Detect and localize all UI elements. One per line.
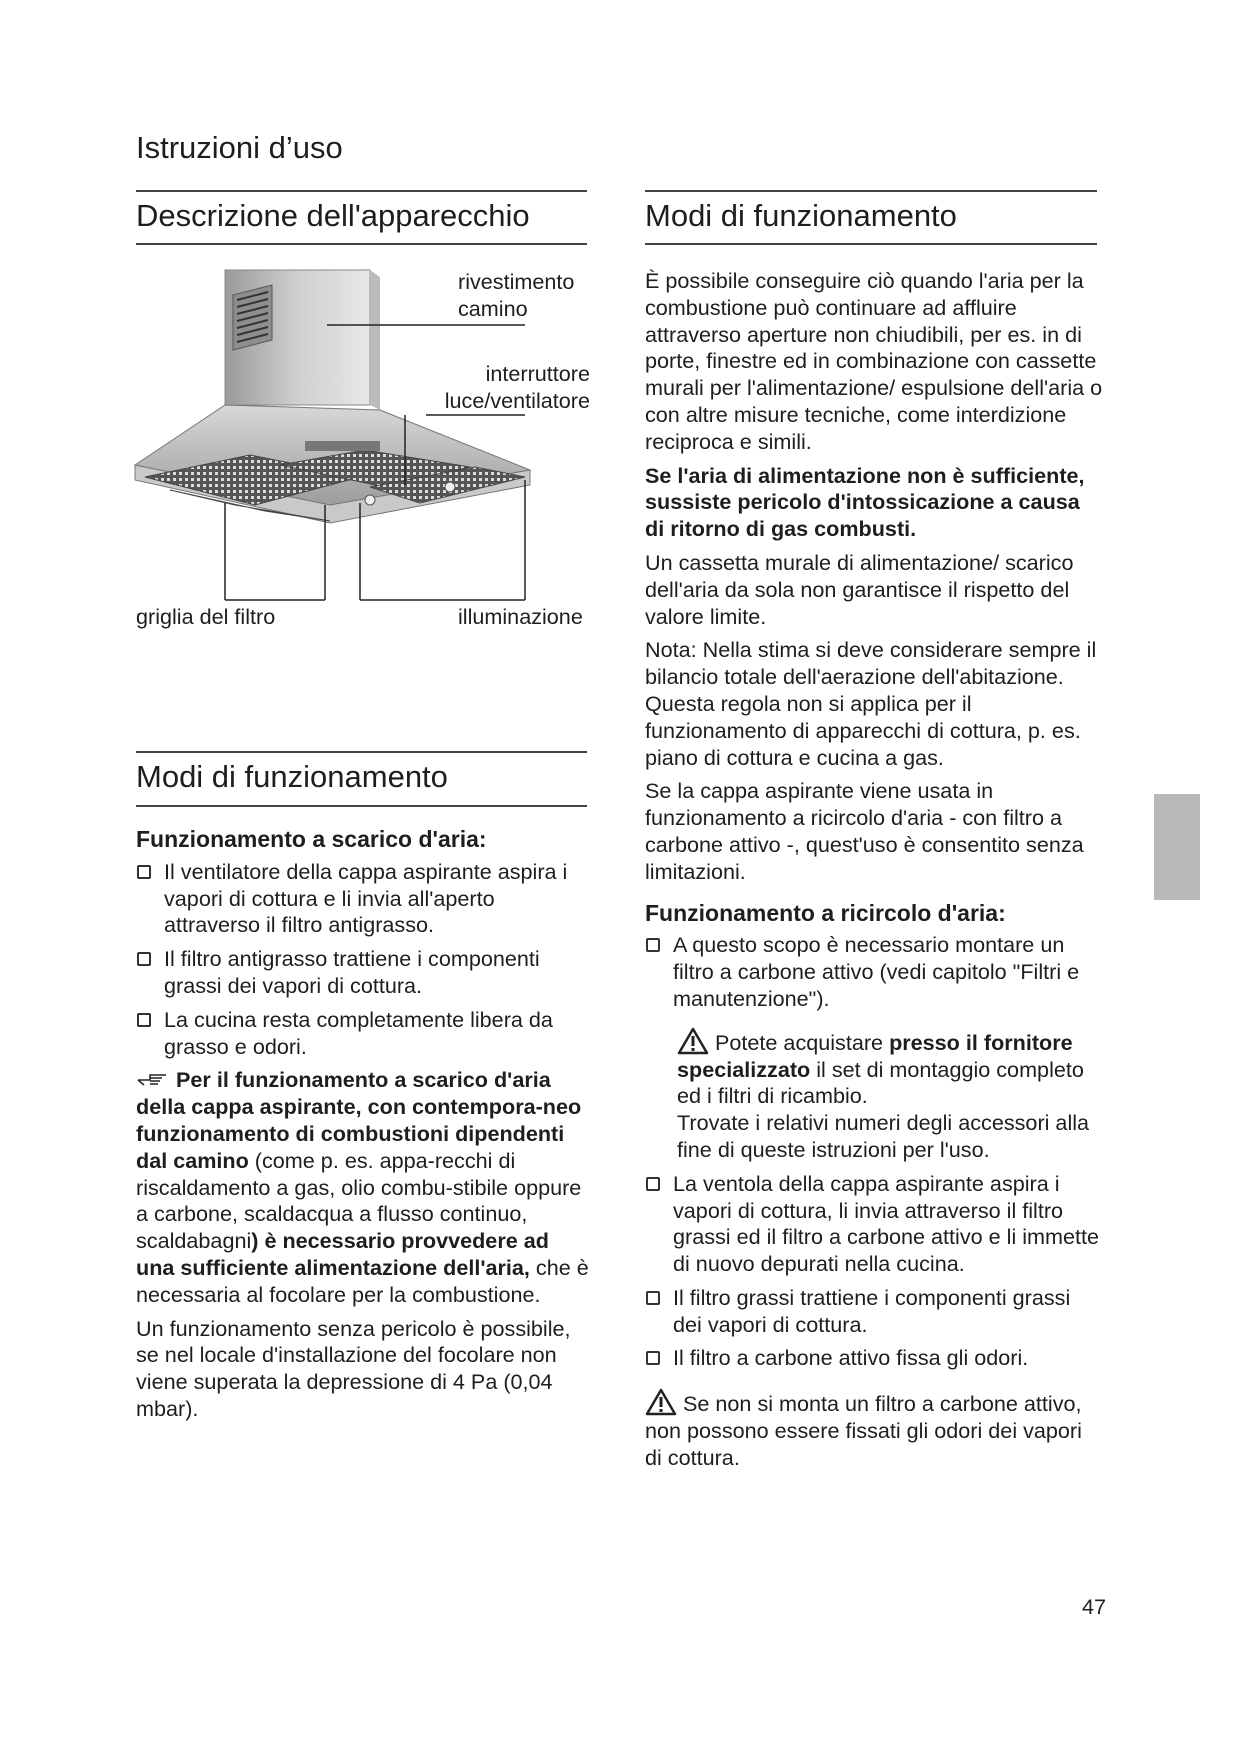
- list-item: Il filtro antigrasso trattiene i componenti grassi dei vapori di cottura.: [136, 946, 591, 1000]
- paragraph: Un cassetta murale di alimentazione/ scarico dell'aria da sola non garantisce il rispetto del valore limite.: [645, 549, 1074, 629]
- label-switch: interruttore luce/ventilatore: [444, 361, 590, 413]
- danger-paragraph: Se l'aria di alimentazione non è sufficiente, sussiste pericolo d'intossicazione a causa di ritorno di gas combusti.: [645, 462, 1085, 542]
- left-column-text: [136, 812, 591, 1430]
- safe-operation-paragraph: Un funzionamento senza pericolo è possibile, se nel locale d'installazione del focolare non viene superata la depressione di 4 Pa (0,04 mbar).: [136, 1315, 571, 1421]
- page-number: 47: [1082, 1594, 1107, 1619]
- section-rule: [645, 243, 1097, 245]
- checkbox-bullet-icon: [646, 1177, 660, 1191]
- final-warning: Se non si monta un filtro a carbone attivo, non possono essere fissati gli odori dei vapori di cottura.: [645, 1388, 1103, 1471]
- warning-triangle-icon: [645, 1388, 677, 1416]
- checkbox-bullet-icon: [646, 1291, 660, 1305]
- section-rule: [136, 243, 587, 245]
- recirculation-heading: Funzionamento a ricircolo d'aria:: [645, 899, 1006, 926]
- paragraph: Nota: Nella stima si deve considerare sempre il bilancio totale dell'aerazione dell'abitazione. Questa regola non si applica per il funzionamento di apparecchi di cottura, p. es. piano di cottura e cucina a gas.: [645, 637, 1097, 770]
- checkbox-bullet-icon: [137, 952, 151, 966]
- label-lighting: illuminazione: [458, 604, 583, 629]
- checkbox-bullet-icon: [137, 1013, 151, 1027]
- checkbox-bullet-icon: [646, 1351, 660, 1365]
- list-item: A questo scopo è necessario montare un filtro a carbone attivo (vedi capitolo "Filtri e manutenzione").: [645, 932, 1103, 1012]
- label-filter-grid: griglia del filtro: [136, 604, 276, 629]
- list-item: Il filtro a carbone attivo fissa gli odori.: [645, 1345, 1103, 1372]
- right-column-text: [645, 268, 1103, 1479]
- section-rule: [645, 190, 1097, 192]
- list-item: Il filtro grassi trattiene i componenti grassi dei vapori di cottura.: [645, 1285, 1103, 1339]
- list-item: La cucina resta completamente libera da grasso e odori.: [136, 1007, 591, 1061]
- document-title: Istruzioni d’uso: [136, 130, 343, 165]
- exhaust-note: Per il funzionamento a scarico d'aria della cappa aspirante, con contempora-neo funzionamento di combustioni dipendenti dal camino (come p. es. appa-recchi di riscaldamento a gas, olio combu-stibile oppure a carbone, scaldacqua a flusso continuo, scaldabagni) è necessario provvedere ad una sufficiente alimentazione dell'aria, che è necessaria al focolare per la combustione.: [136, 1067, 589, 1307]
- modes-title-left: Modi di funzionamento: [136, 759, 448, 794]
- checkbox-bullet-icon: [646, 938, 660, 952]
- list-item: La ventola della cappa aspirante aspira i vapori di cottura, li invia attraverso il filtro grassi ed il filtro a carbone attivo e li immette di nuovo depurati nella cucina.: [645, 1171, 1103, 1278]
- warning-note: Potete acquistare presso il fornitore specializzato il set di montaggio completo ed i filtri di ricambio. Trovate i relativi numeri degli accessori alla fine di queste istruzioni per l'uso.: [677, 1027, 1103, 1164]
- list-item: Il ventilatore della cappa aspirante aspira i vapori di cottura e li invia all'aperto attraverso il filtro antigrasso.: [136, 859, 591, 939]
- modes-title-right: Modi di funzionamento: [645, 198, 957, 233]
- warning-triangle-icon: [677, 1027, 709, 1055]
- paragraph: Se la cappa aspirante viene usata in funzionamento a ricircolo d'aria - con filtro a carbone attivo -, quest'uso è consentito senza limitazioni.: [645, 778, 1084, 884]
- exhaust-heading: Funzionamento a scarico d'aria:: [136, 826, 487, 852]
- pointing-hand-icon: [136, 1071, 170, 1087]
- checkbox-bullet-icon: [137, 865, 151, 879]
- label-chimney-cover: rivestimento camino: [458, 269, 575, 321]
- section-rule: [136, 805, 587, 807]
- section-rule: [136, 190, 587, 192]
- chapter-tab-marker: [1154, 794, 1200, 900]
- section-rule: [136, 751, 587, 753]
- paragraph: È possibile conseguire ciò quando l'aria per la combustione può continuare ad affluire attraverso aperture non chiudibili, per es. in di porte, finestre ed in combinazione con cassette murali per l'alimentazione/ espulsione dell'aria o con altre misure tecniche, come interdizione reciproca e simili.: [645, 268, 1103, 454]
- description-title: Descrizione dell'apparecchio: [136, 198, 530, 233]
